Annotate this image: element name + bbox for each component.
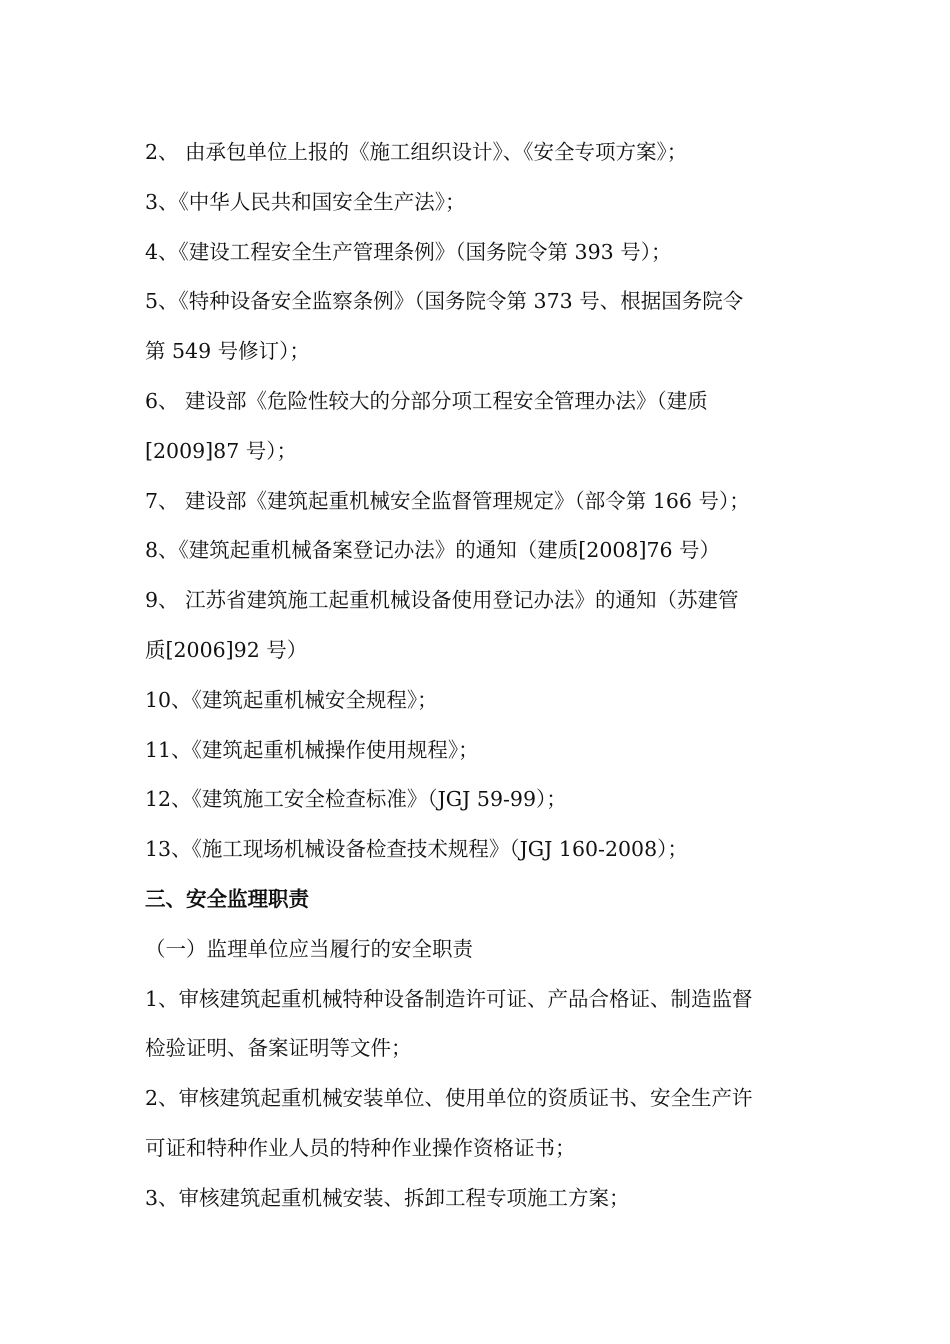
duty-item-1: 1、审核建筑起重机械特种设备制造许可证、产品合格证、制造监督 (145, 986, 753, 1011)
basis-item-13: 13、《施工现场机械设备检查技术规程》（JGJ 160-2008）； (145, 837, 688, 862)
basis-item-10: 10、《建筑起重机械安全规程》； (145, 687, 438, 712)
document-body (145, 128, 810, 1224)
basis-item-11: 11、《建筑起重机械操作使用规程》； (145, 737, 479, 762)
basis-item-6: 6、 建设部《危险性较大的分部分项工程安全管理办法》（建质 (145, 388, 708, 413)
duty-item-3: 3、审核建筑起重机械安装、拆卸工程专项施工方案； (145, 1185, 630, 1210)
basis-item-5-continued: 第 549 号修订）； (145, 339, 310, 364)
basis-item-12: 12、《建筑施工安全检查标准》（JGJ 59-99）； (145, 787, 567, 812)
basis-item-7: 7、 建设部《建筑起重机械安全监督管理规定》（部令第 166 号）； (145, 488, 750, 513)
basis-item-8: 8、《建筑起重机械备案登记办法》的通知（建质[2008]76 号） (145, 538, 721, 563)
basis-item-2: 2、 由承包单位上报的《施工组织设计》、《安全专项方案》； (145, 140, 688, 164)
section-heading-safety-duties: 三、安全监理职责 (145, 886, 309, 911)
basis-item-3: 3、《中华人民共和国安全生产法》； (145, 189, 466, 214)
basis-item-9-continued: 质[2006]92 号） (145, 637, 308, 662)
duty-item-2: 2、审核建筑起重机械安装单位、使用单位的资质证书、安全生产许 (145, 1086, 753, 1111)
duty-item-2-continued: 可证和特种作业人员的特种作业操作资格证书； (145, 1135, 576, 1160)
subsection-heading-supervision-duties: （一）监理单位应当履行的安全职责 (145, 936, 473, 961)
basis-item-4: 4、《建设工程安全生产管理条例》（国务院令第 393 号）； (145, 239, 672, 264)
basis-item-5: 5、《特种设备安全监察条例》（国务院令第 373 号、根据国务院令 (145, 289, 744, 314)
basis-item-6-continued: [2009]87 号）； (145, 438, 298, 463)
duty-item-1-continued: 检验证明、备案证明等文件； (145, 1036, 412, 1061)
basis-item-9: 9、 江苏省建筑施工起重机械设备使用登记办法》的通知（苏建管 (145, 588, 739, 613)
